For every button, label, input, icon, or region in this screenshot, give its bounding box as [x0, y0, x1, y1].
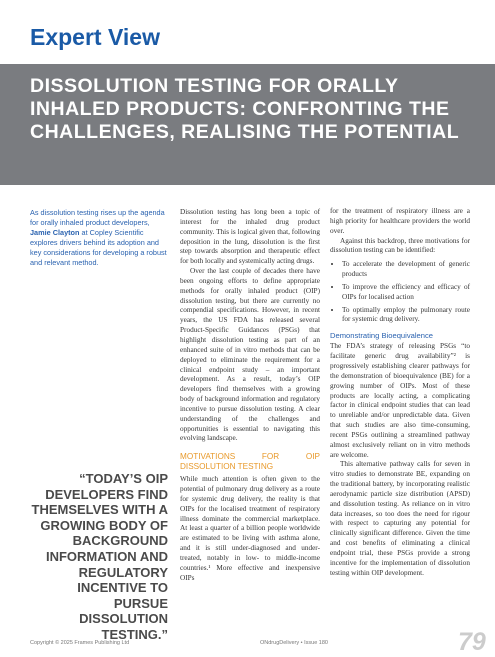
footer-publication: ONdrugDelivery • Issue 180 [260, 640, 328, 646]
footer-copyright: Copyright © 2025 Frames Publishing Ltd [30, 640, 130, 646]
body-column-2 [330, 207, 470, 579]
body-column-1 [180, 208, 320, 584]
page-number: 79 [458, 628, 486, 656]
motivations-list [330, 260, 470, 325]
paragraph: The FDA’s strategy of releasing PSGs “to facilitate generic drug availability”² is progressively establishing clearer pathways for the demonstration of bioequivalence (BE) for a growing number of OIPs. Most of these products are locally acting, a complicating factor in clinical endpoint studies that can lead to unreliable and/or unpredictable data. Given that such studies are also time-consuming, recent PSGs outlining a streamlined pathway almost exclusively reliant on in vitro methods are welcome. [330, 342, 470, 459]
author-name: Jamie Clayton [30, 228, 80, 237]
paragraph: Over the last couple of decades there have been ongoing efforts to define appropriate methods for orally inhaled product (OIP) dissolution testing, but there are currently no compendial specifications. However, in recent years, the US FDA has released several Product-Specific Guidances (PSGs) that highlight dissolution testing as part of an enhanced suite of in vitro methods that can be deployed to eliminate the requirement for a clinical endpoint study – an important development. As a result, today’s OIP developers find themselves with a growing body of background information and regulatory incentive to pursue dissolution testing. A clear understanding of the challenges and opportunities is essential to navigating this evolving landscape. [180, 267, 320, 443]
paragraph: for the treatment of respiratory illness are a high priority for healthcare providers the world over. [330, 207, 470, 235]
article-title: DISSOLUTION TESTING FOR ORALLY INHALED PRODUCTS: CONFRONTING THE CHALLENGES, REALISING THE POTENTIAL [30, 75, 460, 143]
list-item: • To accelerate the development of generic products [342, 260, 470, 280]
intro-text-before: As dissolution testing rises up the agenda for orally inhaled product developers, [30, 208, 165, 227]
paragraph: While much attention is often given to the potential of pulmonary drug delivery as a route for systemic drug delivery, the reality is that OIPs for the localised treatment of respiratory illness dominate the commercial marketplace. At least a quarter of a billion people worldwide are estimated to be living with asthma alone, and it is still under-diagnosed and under-treated, notably in low- to middle-income countries.¹ More effective and inexpensive OIPs [180, 475, 320, 582]
paragraph: This alternative pathway calls for seven in vitro studies to demonstrate BE, expanding on the traditional battery, by incorporating realistic aerodynamic particle size distribution (APSD) and dissolution testing. As reliance on in vitro data increases, so too does the need for rigour with respect to capturing any potential for clinically significant difference. Given the time and cost benefits of eliminating a clinical endpoint trial, these PSGs provide a strong incentive for the implementation of dissolution testing within OIP development. [330, 460, 470, 577]
list-item: • To improve the efficiency and efficacy of OIPs for localised action [342, 283, 470, 303]
subheading: Demonstrating Bioequivalence [330, 331, 433, 341]
section-label: Expert View [30, 24, 160, 50]
paragraph: Against this backdrop, three motivations for dissolution testing can be identified: [330, 236, 470, 255]
list-item: • To optimally employ the pulmonary route for systemic drug delivery. [342, 306, 470, 326]
paragraph: Dissolution testing has long been a topic of interest for the inhaled drug product community. This is logical given that, following deposition in the lung, dissolution is the first step towards absorption and therapeutic effect for both locally and systemically acting drugs. [180, 208, 320, 266]
intro-text-after: at Copley Scientific explores drivers behind its adoption and key considerations for developing a robust and relevant method. [30, 228, 167, 267]
article-intro [30, 208, 168, 268]
pull-quote: “TODAY’S OIP DEVELOPERS FIND THEMSELVES WITH A GROWING BODY OF BACKGROUND INFORMATION AND REGULATORY INCENTIVE TO PURSUE DISSOLUTION TESTING.” [31, 471, 168, 642]
section-heading: MOTIVATIONS FOR OIP DISSOLUTION TESTING [180, 452, 320, 471]
